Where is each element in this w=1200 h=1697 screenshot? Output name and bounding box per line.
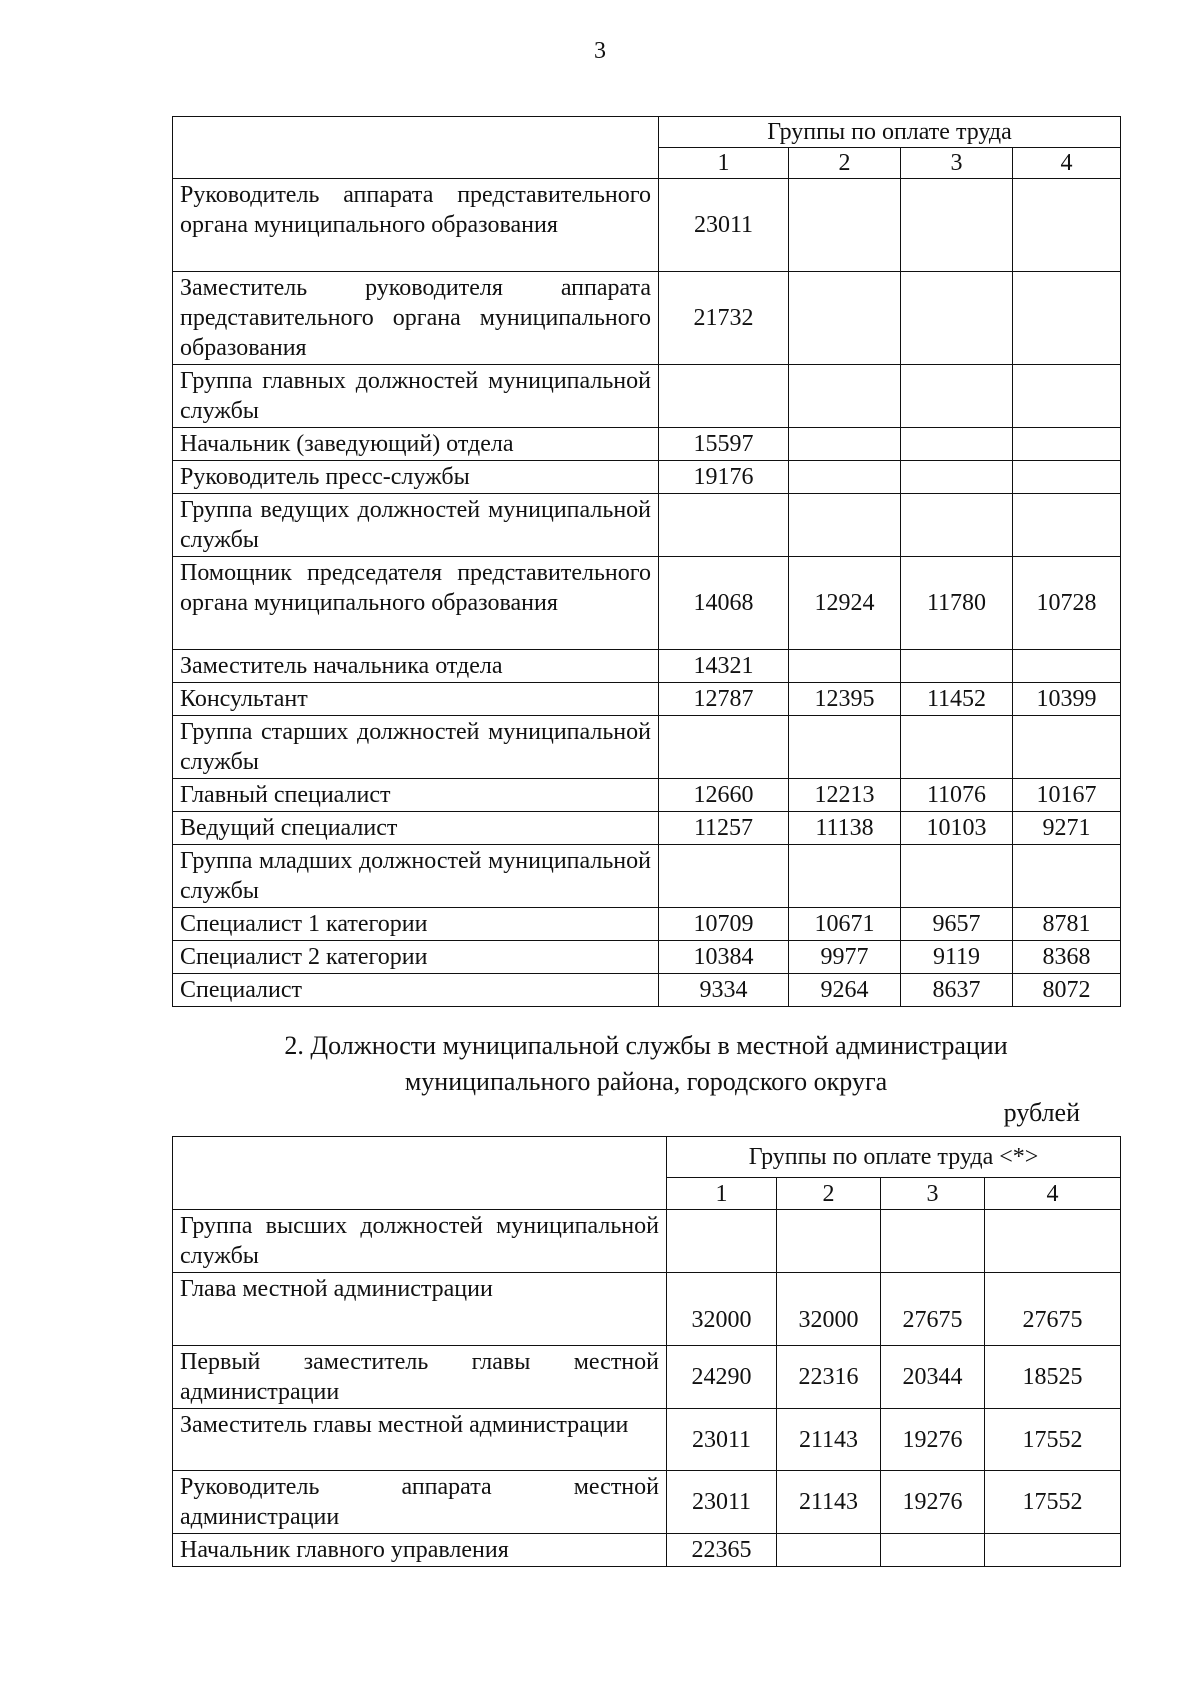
value-cell: 8637 — [901, 974, 1013, 1007]
value-cell: 12660 — [659, 779, 789, 812]
value-cell — [789, 650, 901, 683]
value-cell: 21143 — [777, 1471, 881, 1534]
position-name: Начальник главного управления — [173, 1534, 667, 1567]
position-name: Глава местной администрации — [173, 1273, 667, 1346]
value-cell: 8781 — [1013, 908, 1121, 941]
position-name: Руководитель аппарата местной администрации — [173, 1471, 667, 1534]
value-cell — [789, 365, 901, 428]
value-cell: 12213 — [789, 779, 901, 812]
value-cell: 23011 — [667, 1471, 777, 1534]
group-header: Группы по оплате труда — [659, 117, 1121, 148]
value-cell: 8368 — [1013, 941, 1121, 974]
table-row — [173, 179, 1121, 272]
column-header: 3 — [881, 1178, 985, 1210]
position-group-name: Группа старших должностей муниципальной службы — [173, 716, 659, 779]
value-cell: 19276 — [881, 1409, 985, 1471]
table-row — [173, 365, 1121, 428]
value-cell — [1013, 650, 1121, 683]
table-row — [173, 845, 1121, 908]
value-cell: 27675 — [881, 1273, 985, 1346]
value-cell — [901, 845, 1013, 908]
position-name: Начальник (заведующий) отдела — [173, 428, 659, 461]
table-row — [173, 716, 1121, 779]
position-name: Ведущий специалист — [173, 812, 659, 845]
position-name: Консультант — [173, 683, 659, 716]
value-cell — [901, 650, 1013, 683]
header-empty-cell — [173, 117, 659, 179]
table-row — [173, 908, 1121, 941]
value-cell — [789, 845, 901, 908]
value-cell — [1013, 179, 1121, 272]
value-cell — [789, 428, 901, 461]
table-row — [173, 941, 1121, 974]
position-name: Главный специалист — [173, 779, 659, 812]
value-cell — [901, 461, 1013, 494]
value-cell: 11780 — [901, 557, 1013, 650]
position-name: Заместитель руководителя аппарата представительного органа муниципального образования — [173, 272, 659, 365]
value-cell: 9271 — [1013, 812, 1121, 845]
column-header: 4 — [985, 1178, 1121, 1210]
value-cell — [659, 365, 789, 428]
table-row — [173, 650, 1121, 683]
value-cell: 10399 — [1013, 683, 1121, 716]
value-cell: 10384 — [659, 941, 789, 974]
value-cell — [1013, 461, 1121, 494]
table-row — [173, 1346, 1121, 1409]
position-group-name: Группа главных должностей муниципальной службы — [173, 365, 659, 428]
value-cell: 12787 — [659, 683, 789, 716]
value-cell — [901, 272, 1013, 365]
value-cell — [789, 716, 901, 779]
value-cell — [901, 428, 1013, 461]
column-header: 1 — [667, 1178, 777, 1210]
position-name: Помощник председателя представительного органа муниципального образования — [173, 557, 659, 650]
value-cell: 10671 — [789, 908, 901, 941]
position-name: Заместитель главы местной администрации — [173, 1409, 667, 1471]
value-cell: 20344 — [881, 1346, 985, 1409]
value-cell — [901, 494, 1013, 557]
value-cell — [659, 494, 789, 557]
value-cell: 19176 — [659, 461, 789, 494]
value-cell: 11452 — [901, 683, 1013, 716]
value-cell — [1013, 494, 1121, 557]
table-row — [173, 683, 1121, 716]
value-cell — [777, 1210, 881, 1273]
table-row — [173, 1471, 1121, 1534]
value-cell — [985, 1210, 1121, 1273]
value-cell: 10103 — [901, 812, 1013, 845]
value-cell: 23011 — [659, 179, 789, 272]
value-cell — [777, 1534, 881, 1567]
value-cell — [789, 179, 901, 272]
position-name: Специалист 1 категории — [173, 908, 659, 941]
position-group-name: Группа ведущих должностей муниципальной службы — [173, 494, 659, 557]
value-cell: 24290 — [667, 1346, 777, 1409]
section-title-line: муниципального района, городского округа — [404, 1067, 888, 1096]
value-cell: 10167 — [1013, 779, 1121, 812]
value-cell — [659, 716, 789, 779]
column-header: 2 — [777, 1178, 881, 1210]
position-name: Специалист — [173, 974, 659, 1007]
table-row — [173, 557, 1121, 650]
value-cell: 9977 — [789, 941, 901, 974]
position-name: Заместитель начальника отдела — [173, 650, 659, 683]
value-cell: 9657 — [901, 908, 1013, 941]
value-cell: 8072 — [1013, 974, 1121, 1007]
value-cell: 18525 — [985, 1346, 1121, 1409]
position-group-name: Группа высших должностей муниципальной службы — [173, 1210, 667, 1273]
page-number: 3 — [594, 38, 606, 64]
section-title-line: 2. Должности муниципальной службы в местной администрации — [284, 1031, 1008, 1060]
value-cell — [901, 716, 1013, 779]
value-cell: 11076 — [901, 779, 1013, 812]
position-name: Руководитель аппарата представительного органа муниципального образования — [173, 179, 659, 272]
value-cell: 12924 — [789, 557, 901, 650]
table-row — [173, 974, 1121, 1007]
value-cell — [789, 461, 901, 494]
position-group-name: Группа младших должностей муниципальной службы — [173, 845, 659, 908]
salary-table-local-administration — [172, 1136, 1121, 1567]
value-cell: 11138 — [789, 812, 901, 845]
value-cell: 21143 — [777, 1409, 881, 1471]
value-cell — [1013, 272, 1121, 365]
table-row — [173, 1210, 1121, 1273]
salary-table-representative-body — [172, 116, 1121, 1007]
table-row — [173, 779, 1121, 812]
header-empty-cell — [173, 1137, 667, 1210]
value-cell: 10709 — [659, 908, 789, 941]
value-cell: 27675 — [985, 1273, 1121, 1346]
value-cell: 17552 — [985, 1409, 1121, 1471]
value-cell — [789, 494, 901, 557]
value-cell: 12395 — [789, 683, 901, 716]
value-cell: 17552 — [985, 1471, 1121, 1534]
value-cell: 32000 — [667, 1273, 777, 1346]
group-header: Группы по оплате труда <*> — [667, 1137, 1121, 1178]
value-cell — [901, 179, 1013, 272]
value-cell: 21732 — [659, 272, 789, 365]
column-header: 2 — [789, 148, 901, 179]
table-row — [173, 812, 1121, 845]
table-row — [173, 494, 1121, 557]
value-cell: 9334 — [659, 974, 789, 1007]
value-cell: 22365 — [667, 1534, 777, 1567]
table-row — [173, 461, 1121, 494]
position-name: Специалист 2 категории — [173, 941, 659, 974]
section-title — [172, 1028, 1120, 1100]
unit-label: рублей — [1003, 1098, 1080, 1127]
value-cell — [659, 845, 789, 908]
position-name: Руководитель пресс-службы — [173, 461, 659, 494]
value-cell — [1013, 716, 1121, 779]
value-cell: 9119 — [901, 941, 1013, 974]
value-cell — [881, 1534, 985, 1567]
value-cell: 14068 — [659, 557, 789, 650]
column-header: 4 — [1013, 148, 1121, 179]
table-row — [173, 272, 1121, 365]
value-cell: 10728 — [1013, 557, 1121, 650]
value-cell — [1013, 845, 1121, 908]
table-row — [173, 1534, 1121, 1567]
column-header: 3 — [901, 148, 1013, 179]
value-cell — [985, 1534, 1121, 1567]
value-cell: 11257 — [659, 812, 789, 845]
value-cell — [1013, 428, 1121, 461]
value-cell — [901, 365, 1013, 428]
value-cell — [1013, 365, 1121, 428]
value-cell: 22316 — [777, 1346, 881, 1409]
value-cell: 9264 — [789, 974, 901, 1007]
value-cell: 23011 — [667, 1409, 777, 1471]
table-row — [173, 428, 1121, 461]
position-name: Первый заместитель главы местной администрации — [173, 1346, 667, 1409]
value-cell — [881, 1210, 985, 1273]
value-cell — [789, 272, 901, 365]
value-cell — [667, 1210, 777, 1273]
table-row — [173, 1409, 1121, 1471]
value-cell: 19276 — [881, 1471, 985, 1534]
table-row — [173, 1273, 1121, 1346]
column-header: 1 — [659, 148, 789, 179]
value-cell: 32000 — [777, 1273, 881, 1346]
value-cell: 15597 — [659, 428, 789, 461]
value-cell: 14321 — [659, 650, 789, 683]
